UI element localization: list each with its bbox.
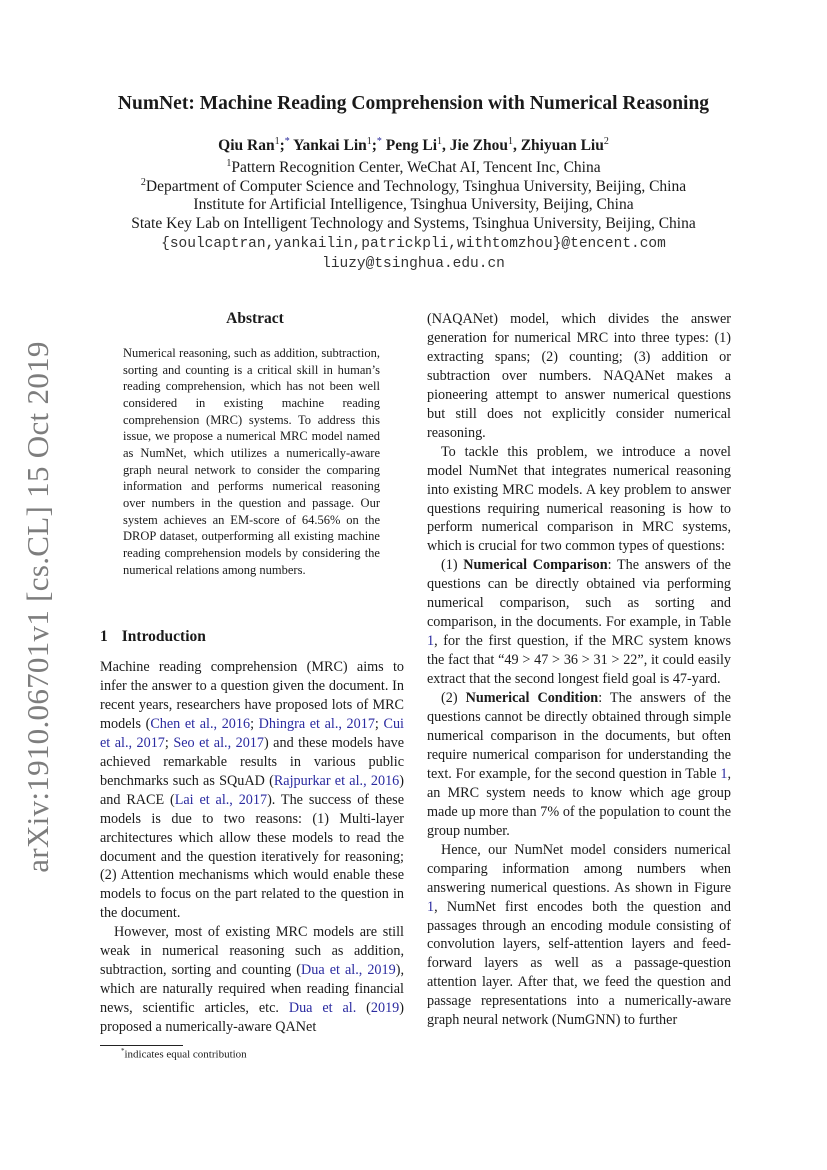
citation-link[interactable]: Lai et al., 2017 — [174, 791, 268, 808]
arxiv-stamp-text: arXiv:1910.06701v1 [cs.CL] 15 Oct 2019 — [20, 341, 55, 873]
author-list: Qiu Ran$^1$;* Yankai Lin$^1$;* Peng Li$^1$, Jie Zhou$^1$, Zhiyuan Liu$^2$ — [218, 136, 609, 155]
citation-link[interactable]: Dua et al., 2019 — [301, 962, 396, 979]
author-name: Peng Li — [385, 137, 438, 155]
paragraph: Machine reading comprehension (MRC) aims to infer the answer to a question given the document. In recent years, researchers have proposed lots of MRC models (Chen et al., 2016; Dhingra et al., 2017; Cui et al., 2017; Seo et al., 2017) and these models have achieved remarkable results in various public benchmarks such as SQuAD (Rajpurkar et al., 2016) and RACE (Lai et al., 2017). The success of these models is due to two reasons: (1) Multi-layer architectures which allow these models to read the document and the question iteratively for reasoning; (2) Attention mechanisms which would enable these models to focus on the part related to the question in the document. — [100, 659, 405, 922]
email-list: liuzy@tsinghua.edu.cn — [322, 256, 505, 272]
left-column-body — [100, 658, 404, 1037]
paragraph: (NAQANet) model, which divides the answer generation for numerical MRC into three types: (1) extracting spans; (2) counting; (3) addition or subtraction over numbers. NAQANet makes a pioneering attempt to answer numerical questions but still does not explicitly consider numerical reasoning. — [427, 311, 731, 441]
abstract-heading: Abstract — [226, 310, 284, 327]
citation-link[interactable]: Chen et al., 2016 — [150, 715, 251, 732]
paragraph: Hence, our NumNet model considers numerical comparing information among numbers when answering numerical questions. As shown in Figure 1, NumNet first encodes both the question and passages through an encoding module consisting of convolution layers, self-attention layers and feed-forward layers as well as a passage-question attention layer. After that, we feed the question and passage representations into a numerically-aware graph neural network (NumGNN) to further — [427, 841, 731, 1029]
term-numerical-comparison: Numerical Comparison — [463, 557, 608, 574]
footnote: *indicates equal contribution — [121, 1047, 247, 1061]
figure-reference-link[interactable]: 1 — [427, 898, 435, 915]
citation-link[interactable]: Dua et al. — [288, 1000, 357, 1017]
paragraph: (2) Numerical Condition: The answers of the questions cannot be directly obtained through simple numerical comparison in the documents, but often require numerical comparison for understanding the text. For example, for the second question in Table 1, an MRC system needs to know which age group made up more than 7% of the population to count the group number. — [427, 690, 731, 839]
citation-link[interactable]: Dhingra et al., 2017 — [258, 715, 375, 732]
abstract-body: Numerical reasoning, such as addition, subtraction, sorting and counting is a critical skill in human’s reading comprehension, which has not been well considered in existing machine reading comprehension (MRC) systems. To address this issue, we propose a numerical MRC model named as NumNet, which utilizes a numerically-aware graph neural network to consider the comparing information and performs numerical reasoning over numbers in the question and passage. Our system achieves an EM-score of 64.56% on the DROP dataset, outperforming all existing machine reading comprehension models by considering the numerical relations among numbers. — [123, 346, 380, 577]
citation-link[interactable]: 2019 — [370, 1000, 400, 1017]
paragraph: However, most of existing MRC models are still weak in numerical reasoning such as addition, subtraction, sorting and counting (Dua et al., 2019), which are naturally required when reading financial news, scientific articles, etc. Dua et al. (2019) proposed a numerically-aware QANet — [100, 924, 404, 1036]
author-name: Qiu Ran — [218, 137, 275, 155]
equal-contribution-mark[interactable]: * — [376, 136, 382, 147]
author-name: Jie Zhou — [449, 137, 508, 155]
equal-contribution-mark[interactable]: * — [284, 136, 290, 147]
affiliation: Institute for Artificial Intelligence, Tsinghua University, Beijing, China — [193, 196, 634, 213]
right-column-body — [427, 310, 731, 1030]
author-name: Yankai Lin — [293, 137, 367, 155]
paragraph: To tackle this problem, we introduce a novel model NumNet that integrates numerical reasoning into existing MRC models. A key problem to answer questions requiring numerical reasoning is how to perform numerical comparison in MRC systems, which is crucial for two common types of questions: — [427, 443, 731, 555]
table-reference-link[interactable]: 1 — [427, 633, 435, 650]
affiliation: $^1$Pattern Recognition Center, WeChat AI, Tencent Inc, China — [226, 158, 601, 177]
table-reference-link[interactable]: 1 — [720, 765, 728, 782]
section-heading-introduction: 1 Introduction — [100, 628, 206, 645]
author-name: Zhiyuan Liu — [520, 137, 604, 155]
paper-title: NumNet: Machine Reading Comprehension with Numerical Reasoning — [117, 93, 710, 114]
citation-link[interactable]: Cui et al., 2017 — [100, 715, 404, 751]
paragraph: (1) Numerical Comparison: The answers of the questions can be directly obtained via performing numerical comparison, such as sorting and comparison, in the documents. For example, in Table 1, for the first question, if the MRC system knows the fact that “49 > 47 > 36 > 31 > 22”, it could easily extract that the second longest field goal is 47-yard. — [427, 557, 731, 688]
affiliation: $^2$Department of Computer Science and Technology, Tsinghua University, Beijing, China — [140, 177, 687, 196]
email-list: {soulcaptran,yankailin,patrickpli,withtomzhou}@tencent.com — [161, 236, 666, 252]
arxiv-identifier-stamp — [18, 341, 58, 873]
affiliation: State Key Lab on Intelligent Technology and Systems, Tsinghua University, Beijing, China — [131, 215, 696, 232]
citation-link[interactable]: Seo et al., 2017 — [173, 734, 264, 751]
term-numerical-condition: Numerical Condition — [465, 690, 599, 707]
footnote-divider — [100, 1045, 183, 1046]
citation-link[interactable]: Rajpurkar et al., 2016 — [273, 772, 400, 789]
